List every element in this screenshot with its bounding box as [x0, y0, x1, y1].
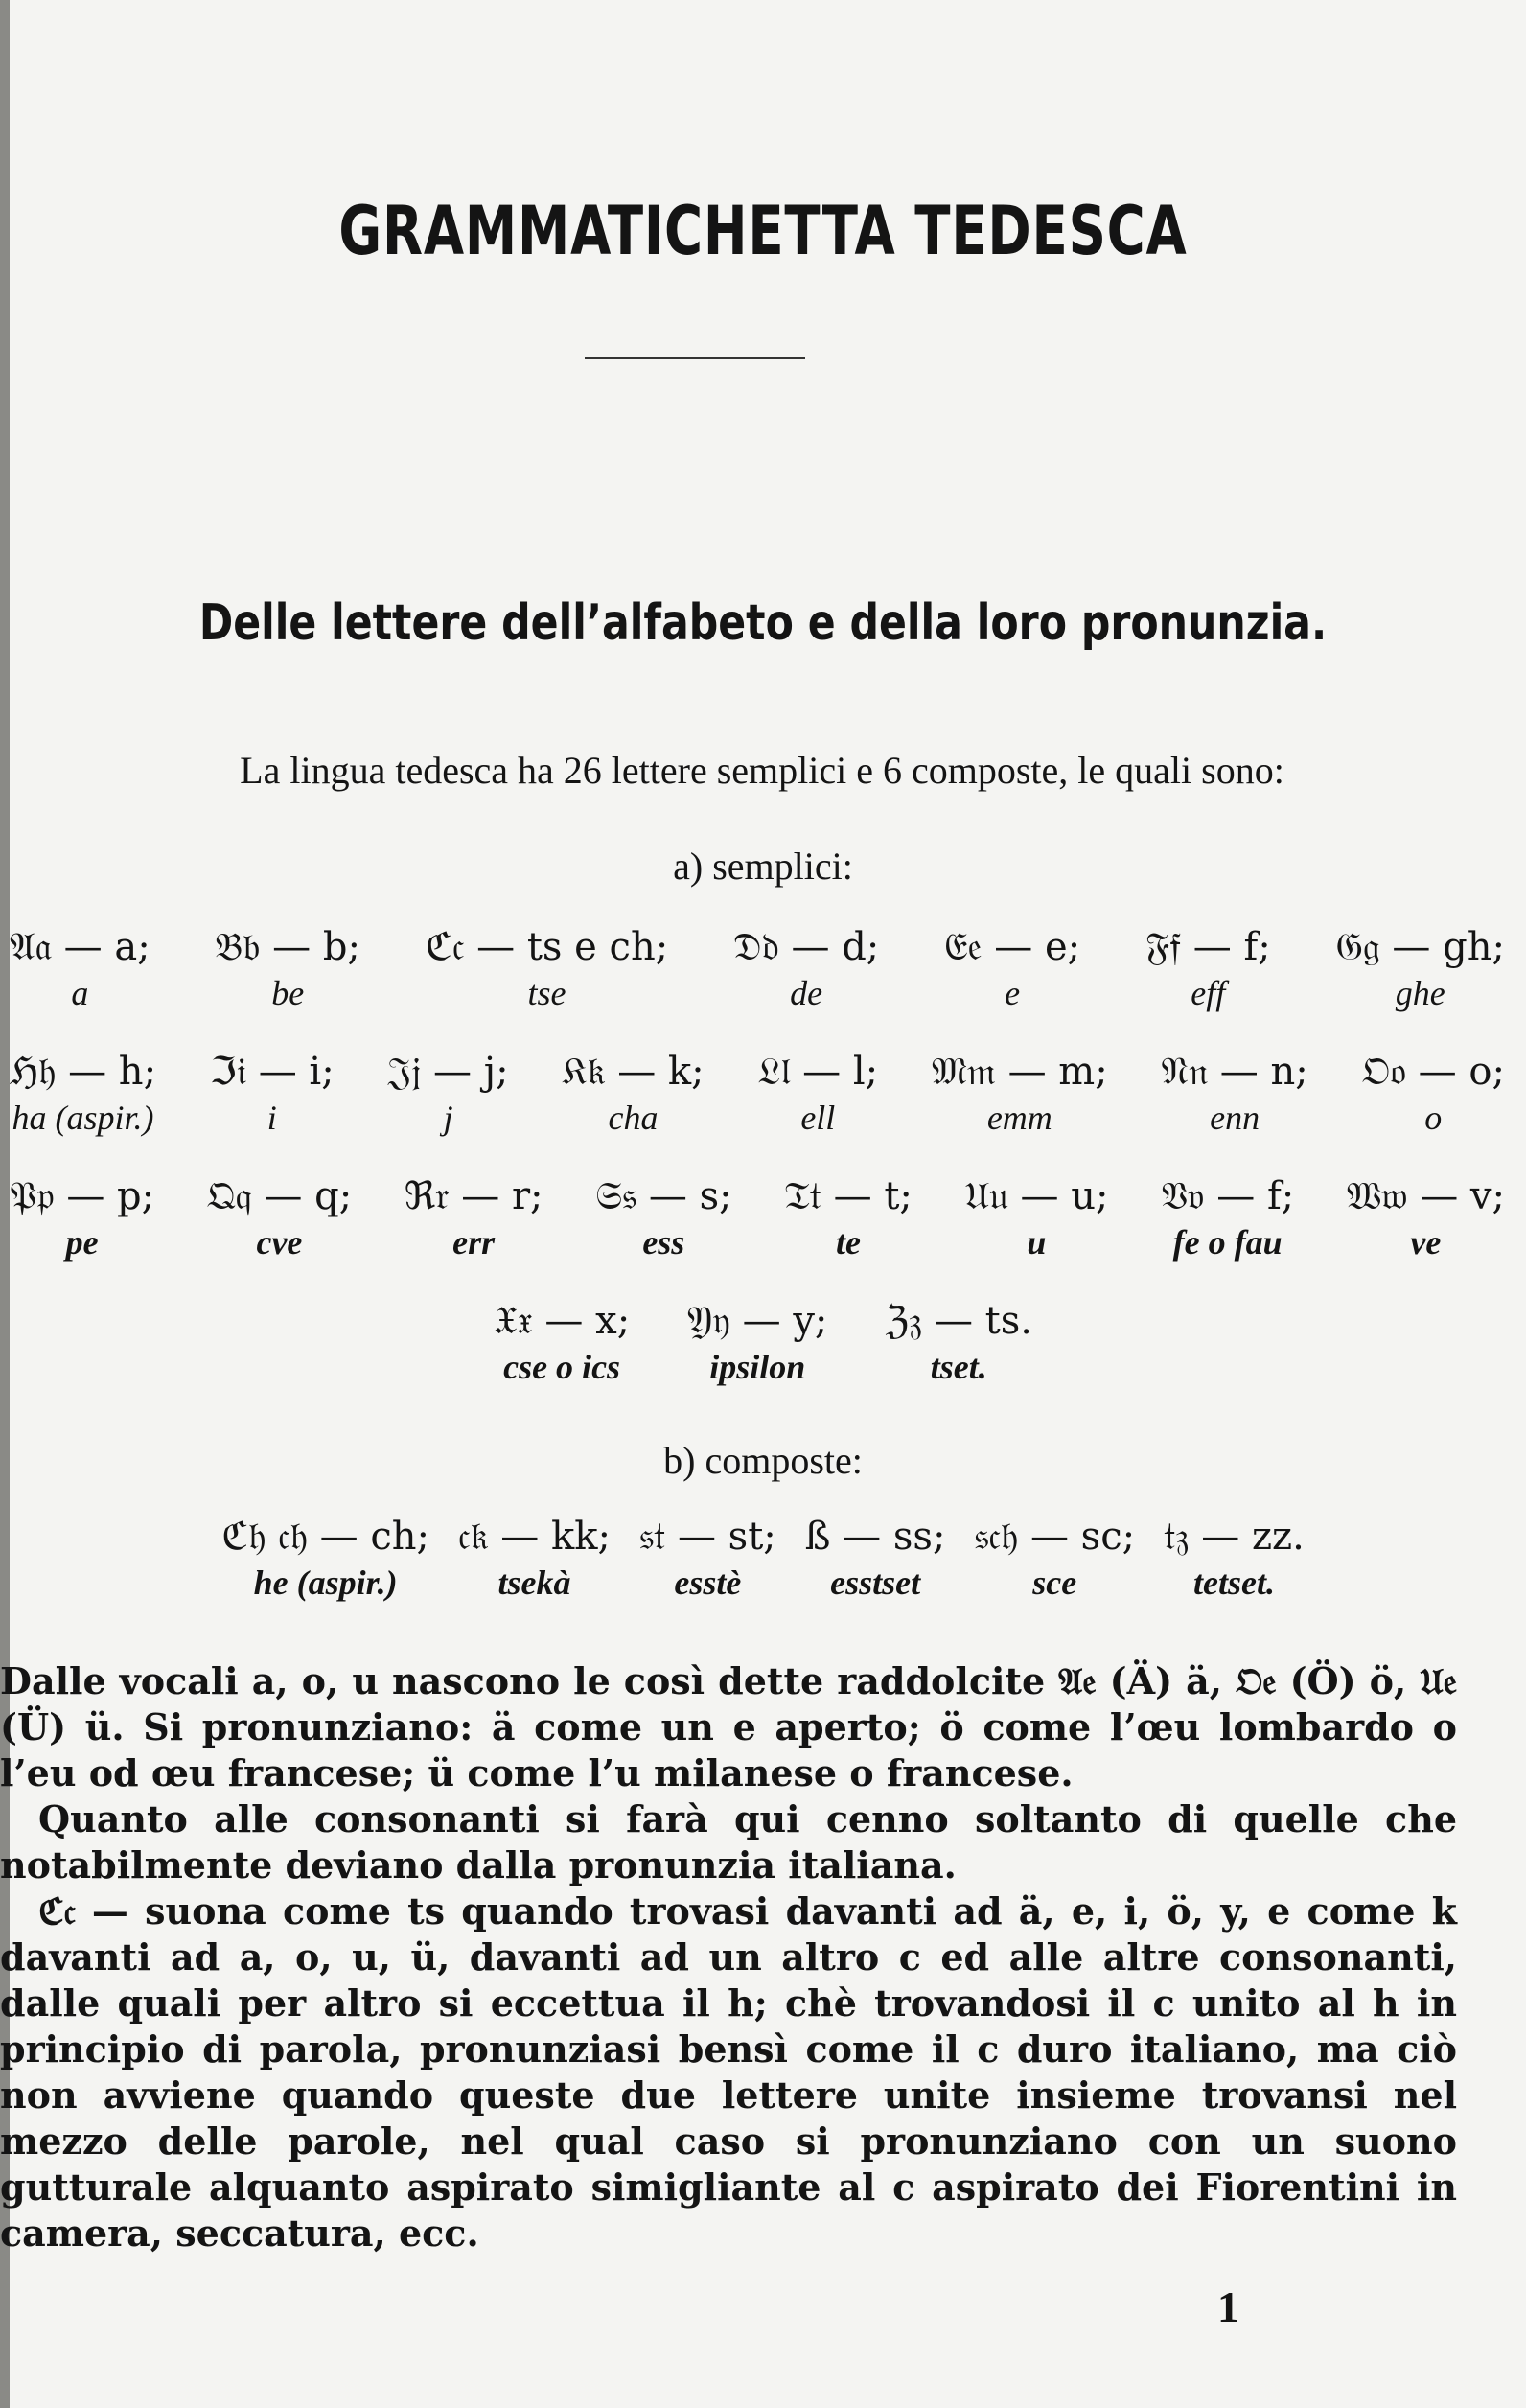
letter-form: 𝔇𝔡 — d; [732, 925, 880, 969]
letter-pronunciation: tsekà [497, 1563, 571, 1602]
letter-pronunciation: eff [1191, 974, 1226, 1012]
letter-entry [215, 925, 360, 1013]
letter-form: 𝔄𝔞 — a; [10, 925, 150, 969]
page-title: GRAMMATICHETTA TEDESCA [338, 192, 1188, 270]
letter-pronunciation: esstè [674, 1563, 742, 1602]
letter-entry [221, 1515, 429, 1603]
letter-entry [974, 1515, 1135, 1603]
letter-entry [805, 1515, 946, 1603]
letter-pronunciation: ipsilon [709, 1348, 806, 1386]
letter-pronunciation: tse [527, 974, 566, 1012]
letter-form: 𝔠𝔨 — kk; [458, 1515, 611, 1559]
letter-pronunciation: ha (aspir.) [12, 1099, 154, 1137]
letter-pronunciation: cse o ics [503, 1348, 621, 1386]
letter-entry [733, 925, 879, 1013]
letter-pronunciation: tset. [930, 1348, 987, 1386]
letter-form: ℌ𝔥 — h; [10, 1050, 157, 1094]
letter-entry [10, 1174, 154, 1262]
alphabet-row-2 [10, 1050, 1505, 1138]
paragraph: Quanto alle consonanti si farà qui cenno soltanto di quelle che notabilmente deviano dalla pronunzia italiana. [0, 1797, 1457, 1887]
letter-form: 𝔏𝔩 — l; [757, 1050, 879, 1094]
letter-entry [1362, 1050, 1505, 1138]
letter-entry [1145, 925, 1271, 1013]
letter-entry [458, 1515, 611, 1603]
letter-entry [1335, 925, 1505, 1013]
letter-form: 𝔐𝔪 — m; [931, 1050, 1108, 1094]
letter-entry [687, 1299, 827, 1387]
letter-form: 𝔓𝔭 — p; [10, 1174, 155, 1218]
letter-pronunciation: enn [1210, 1099, 1260, 1137]
letter-form: 𝔅𝔟 — b; [215, 925, 360, 969]
letter-entry [426, 925, 669, 1013]
letter-form: 𝔉𝔣 — f; [1144, 925, 1271, 969]
letter-pronunciation: j [443, 1099, 453, 1137]
letter-pronunciation: de [790, 974, 823, 1012]
letter-pronunciation: pe [65, 1223, 99, 1262]
letter-form: 𝔛𝔵 — x; [493, 1299, 631, 1343]
letter-entry [494, 1299, 630, 1387]
letter-pronunciation: o [1424, 1099, 1443, 1137]
letter-pronunciation: te [835, 1223, 861, 1262]
letter-form: ℑ𝔦 — i; [209, 1050, 335, 1094]
letter-form: ℨ𝔷 — ts. [885, 1299, 1033, 1343]
letter-entry [210, 1050, 335, 1138]
letter-form: 𝔈𝔢 — e; [944, 925, 1081, 969]
letter-form: 𝔰𝔠𝔥 — sc; [974, 1515, 1136, 1559]
letter-entry [932, 1050, 1108, 1138]
intro-text: La lingua tedesca ha 26 lettere semplici e 6 composte, le quali sono: [240, 749, 1284, 792]
letter-pronunciation: esstset [830, 1563, 921, 1602]
letter-entry [595, 1174, 732, 1262]
letter-entry [964, 1174, 1108, 1262]
letter-entry [784, 1174, 913, 1262]
letter-pronunciation: i [266, 1099, 277, 1137]
paragraph: Dalle vocali a, o, u nascono le così dette raddolcite 𝔄𝔢 (Ä) ä, 𝔒𝔢 (Ö) ö, 𝔘𝔢 (Ü) ü. Si pronunziano: ä come un e aperto; ö come l’œu lombardo o l’eu od œu francese; ü come l’u milanese o francese. [0, 1659, 1457, 1794]
letter-pronunciation: tetset. [1192, 1563, 1275, 1602]
body-text [0, 1658, 1457, 2257]
letter-form: 𝔑𝔫 — n; [1161, 1050, 1308, 1094]
letter-form: 𝔙𝔳 — f; [1161, 1174, 1295, 1218]
letter-entry [207, 1174, 353, 1262]
letter-pronunciation: ve [1410, 1223, 1442, 1262]
letter-entry [1162, 1050, 1308, 1138]
letter-entry [1161, 1174, 1294, 1262]
letter-entry [944, 925, 1080, 1013]
paragraph: ℭ𝔠 — suona come ts quando trovasi davanti ad ä, e, i, ö, y, e come k davanti ad a, o, u, ü, davanti ad un altro c ed alle altre consonanti, dalle quali per altro si eccettua il h; chè trovandosi il c unito al h in principio di parola, pronunziasi bensì come il c duro italiano, ma ciò non avviene quando queste due lettere unite insieme trovansi nel mezzo delle parole, nel qual caso si pronunziano con un suono gutturale alquanto aspirato simigliante al c aspirato dei Fiorentini in camera, seccatura, ecc. [0, 1889, 1457, 2255]
letter-form: 𝔍𝔧 — j; [387, 1050, 509, 1094]
letter-pronunciation: sce [1032, 1563, 1077, 1602]
letter-form: 𝔘𝔲 — u; [964, 1174, 1109, 1218]
section-compound-label: b) composte: [663, 1439, 863, 1482]
letter-form: 𝔗𝔱 — t; [784, 1174, 913, 1218]
letter-form: ℭ𝔠 — ts e ch; [425, 925, 669, 969]
letter-form: ℜ𝔯 — r; [404, 1174, 543, 1218]
letter-pronunciation: be [271, 974, 305, 1012]
letter-form: 𝔖𝔰 — s; [595, 1174, 732, 1218]
letter-pronunciation: he (aspir.) [253, 1563, 398, 1602]
letter-entry [405, 1174, 543, 1262]
section-simple-label: a) semplici: [673, 845, 853, 888]
letter-pronunciation: cha [608, 1099, 659, 1137]
letter-form: 𝔚𝔴 — v; [1346, 1174, 1505, 1218]
letter-entry [10, 1050, 156, 1138]
letter-entry [1164, 1515, 1305, 1603]
letter-pronunciation: ell [800, 1099, 836, 1137]
letter-pronunciation: a [71, 974, 89, 1012]
letter-entry [885, 1299, 1032, 1387]
letter-entry [388, 1050, 509, 1138]
letter-entry [562, 1050, 704, 1138]
page-number: 1 [1217, 2282, 1239, 2331]
letter-pronunciation: emm [986, 1099, 1052, 1137]
letter-pronunciation: ess [642, 1223, 685, 1262]
title-rule [585, 357, 805, 359]
letter-pronunciation: e [1005, 974, 1021, 1012]
letter-entry [639, 1515, 776, 1603]
alphabet-row-4 [0, 1299, 1526, 1387]
letter-entry [1347, 1174, 1505, 1262]
compound-row [0, 1515, 1526, 1603]
letter-form: 𝔒𝔬 — o; [1361, 1050, 1505, 1094]
letter-entry [10, 925, 150, 1013]
letter-pronunciation: err [452, 1223, 496, 1262]
letter-form: 𝔰𝔱 — st; [638, 1515, 776, 1559]
letter-pronunciation: ghe [1395, 974, 1445, 1012]
alphabet-row-3 [10, 1174, 1505, 1262]
letter-form: ß — ss; [804, 1515, 946, 1559]
letter-pronunciation: fe o fau [1172, 1223, 1283, 1262]
alphabet-row-1 [10, 925, 1505, 1013]
letter-entry [757, 1050, 878, 1138]
letter-form: 𝔎𝔨 — k; [562, 1050, 705, 1094]
letter-form: 𝔜𝔶 — y; [687, 1299, 828, 1343]
section-heading: Delle lettere dell’alfabeto e della loro pronunzia. [198, 594, 1328, 652]
letter-form: 𝔔𝔮 — q; [206, 1174, 353, 1218]
letter-pronunciation: u [1027, 1223, 1047, 1262]
letter-form: 𝔊𝔤 — gh; [1335, 925, 1505, 969]
letter-form: 𝔱𝔷 — zz. [1164, 1515, 1305, 1559]
letter-form: ℭ𝔥 𝔠𝔥 — ch; [221, 1515, 430, 1559]
letter-pronunciation: cve [256, 1223, 303, 1262]
